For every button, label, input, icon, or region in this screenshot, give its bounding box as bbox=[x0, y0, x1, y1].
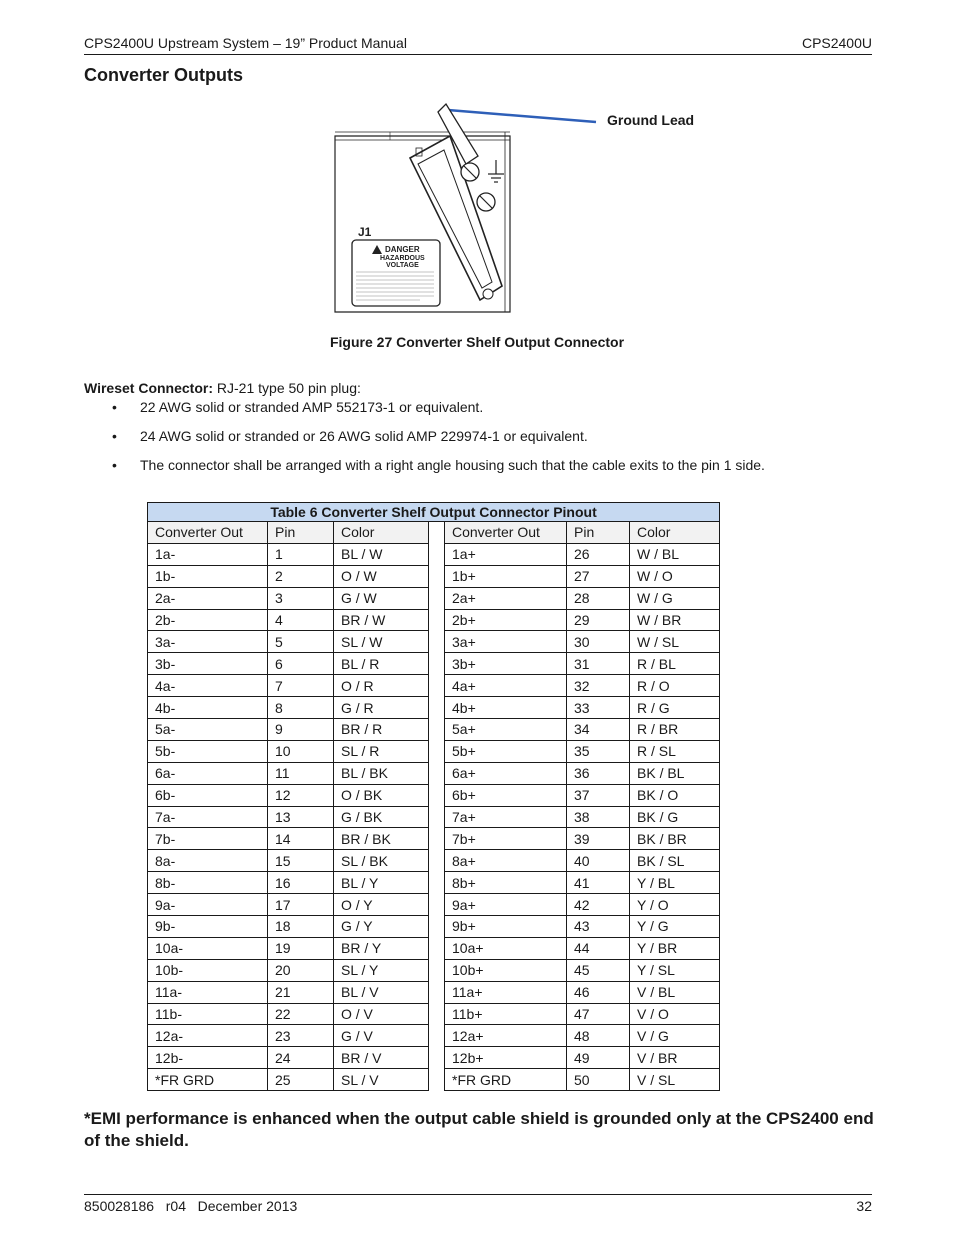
header-rule bbox=[84, 54, 872, 55]
cell-color: BK / SL bbox=[630, 850, 720, 872]
cell-color: Y / G bbox=[630, 916, 720, 938]
bullet-icon: • bbox=[112, 399, 117, 415]
table-row bbox=[148, 828, 720, 850]
cell-color: W / G bbox=[630, 587, 720, 609]
table-gap bbox=[429, 740, 445, 762]
table-row bbox=[148, 653, 720, 675]
cell-color: W / SL bbox=[630, 631, 720, 653]
wireset-connector-line bbox=[84, 380, 361, 396]
cell-pin: 44 bbox=[567, 937, 630, 959]
cell-color: BL / BK bbox=[334, 762, 429, 784]
column-header: Color bbox=[334, 522, 429, 544]
table-row bbox=[148, 675, 720, 697]
table-gap bbox=[429, 719, 445, 741]
earth-ground-icon bbox=[488, 160, 504, 182]
cell-color: BL / W bbox=[334, 543, 429, 565]
table-gap bbox=[429, 762, 445, 784]
cell-converter-out: *FR GRD bbox=[148, 1069, 268, 1091]
wireset-label: Wireset Connector: bbox=[84, 380, 214, 396]
table-gap bbox=[429, 850, 445, 872]
cell-pin: 32 bbox=[567, 675, 630, 697]
cell-converter-out: 3a- bbox=[148, 631, 268, 653]
cell-pin: 42 bbox=[567, 894, 630, 916]
cell-pin: 14 bbox=[268, 828, 334, 850]
ground-lead-leader bbox=[448, 110, 596, 122]
bullet-text: The connector shall be arranged with a right angle housing such that the cable exits to the pin 1 side. bbox=[140, 457, 765, 473]
cell-pin: 4 bbox=[268, 609, 334, 631]
cell-converter-out: 5a- bbox=[148, 719, 268, 741]
table-row bbox=[148, 740, 720, 762]
cell-pin: 26 bbox=[567, 543, 630, 565]
cell-pin: 24 bbox=[268, 1047, 334, 1069]
cell-pin: 33 bbox=[567, 697, 630, 719]
cell-color: BR / V bbox=[334, 1047, 429, 1069]
cell-pin: 27 bbox=[567, 565, 630, 587]
cell-pin: 40 bbox=[567, 850, 630, 872]
table-row bbox=[148, 587, 720, 609]
table-gap bbox=[429, 522, 445, 544]
cell-converter-out: 1a- bbox=[148, 543, 268, 565]
cell-pin: 36 bbox=[567, 762, 630, 784]
cell-converter-out: 9a+ bbox=[445, 894, 567, 916]
cell-pin: 2 bbox=[268, 565, 334, 587]
cell-converter-out: 7b+ bbox=[445, 828, 567, 850]
cell-converter-out: 5a+ bbox=[445, 719, 567, 741]
cell-color: V / BR bbox=[630, 1047, 720, 1069]
table-row bbox=[148, 1025, 720, 1047]
cell-converter-out: 2a- bbox=[148, 587, 268, 609]
cell-converter-out: 6b- bbox=[148, 784, 268, 806]
cell-color: R / BL bbox=[630, 653, 720, 675]
table-gap bbox=[429, 937, 445, 959]
cell-color: G / BK bbox=[334, 806, 429, 828]
hazard-text: HAZARDOUS bbox=[380, 255, 425, 262]
table-gap bbox=[429, 981, 445, 1003]
cell-color: BR / Y bbox=[334, 937, 429, 959]
cell-color: O / BK bbox=[334, 784, 429, 806]
cell-pin: 20 bbox=[268, 959, 334, 981]
cell-converter-out: 4b+ bbox=[445, 697, 567, 719]
cell-converter-out: 1b- bbox=[148, 565, 268, 587]
table-gap bbox=[429, 1025, 445, 1047]
page-footer bbox=[84, 1198, 872, 1214]
table-gap bbox=[429, 959, 445, 981]
cell-pin: 5 bbox=[268, 631, 334, 653]
table-row bbox=[148, 1069, 720, 1091]
column-header: Color bbox=[630, 522, 720, 544]
table-row bbox=[148, 937, 720, 959]
cell-pin: 50 bbox=[567, 1069, 630, 1091]
cell-converter-out: 7a- bbox=[148, 806, 268, 828]
table-row bbox=[148, 894, 720, 916]
column-header: Pin bbox=[567, 522, 630, 544]
cell-color: V / G bbox=[630, 1025, 720, 1047]
cell-pin: 47 bbox=[567, 1003, 630, 1025]
cell-color: G / Y bbox=[334, 916, 429, 938]
cell-converter-out: 12a+ bbox=[445, 1025, 567, 1047]
cell-converter-out: 10a- bbox=[148, 937, 268, 959]
danger-label bbox=[352, 240, 440, 306]
cell-color: SL / R bbox=[334, 740, 429, 762]
bullet-icon: • bbox=[112, 428, 117, 444]
cell-color: BL / Y bbox=[334, 872, 429, 894]
cell-pin: 30 bbox=[567, 631, 630, 653]
cell-pin: 48 bbox=[567, 1025, 630, 1047]
table-row bbox=[148, 609, 720, 631]
cell-pin: 31 bbox=[567, 653, 630, 675]
bullet-text: 24 AWG solid or stranded or 26 AWG solid AMP 229974-1 or equivalent. bbox=[140, 428, 588, 444]
table-gap bbox=[429, 894, 445, 916]
cell-color: BR / BK bbox=[334, 828, 429, 850]
cell-color: SL / V bbox=[334, 1069, 429, 1091]
table-gap bbox=[429, 631, 445, 653]
cell-color: BR / R bbox=[334, 719, 429, 741]
cell-color: O / Y bbox=[334, 894, 429, 916]
table-gap bbox=[429, 784, 445, 806]
cell-converter-out: 12b+ bbox=[445, 1047, 567, 1069]
cell-converter-out: 4a- bbox=[148, 675, 268, 697]
cell-converter-out: 11a+ bbox=[445, 981, 567, 1003]
cell-converter-out: 2b- bbox=[148, 609, 268, 631]
cell-color: Y / BL bbox=[630, 872, 720, 894]
cell-converter-out: 4b- bbox=[148, 697, 268, 719]
table-row bbox=[148, 916, 720, 938]
header-product: CPS2400U bbox=[801, 35, 872, 51]
table-gap bbox=[429, 565, 445, 587]
cell-converter-out: 11b+ bbox=[445, 1003, 567, 1025]
cell-color: SL / W bbox=[334, 631, 429, 653]
cell-converter-out: 8b+ bbox=[445, 872, 567, 894]
cell-converter-out: 6a- bbox=[148, 762, 268, 784]
cell-converter-out: 10a+ bbox=[445, 937, 567, 959]
cell-converter-out: 10b- bbox=[148, 959, 268, 981]
table-gap bbox=[429, 697, 445, 719]
pinout-table bbox=[147, 502, 720, 1091]
cell-converter-out: 8a+ bbox=[445, 850, 567, 872]
cell-pin: 11 bbox=[268, 762, 334, 784]
cell-color: W / BR bbox=[630, 609, 720, 631]
table-row bbox=[148, 565, 720, 587]
cell-pin: 12 bbox=[268, 784, 334, 806]
converter-shelf-drawing bbox=[330, 96, 600, 318]
cell-pin: 9 bbox=[268, 719, 334, 741]
cell-pin: 23 bbox=[268, 1025, 334, 1047]
ground-lead-label: Ground Lead bbox=[607, 112, 695, 128]
cell-pin: 28 bbox=[567, 587, 630, 609]
cell-pin: 46 bbox=[567, 981, 630, 1003]
cell-pin: 29 bbox=[567, 609, 630, 631]
table-row bbox=[148, 981, 720, 1003]
cell-color: W / BL bbox=[630, 543, 720, 565]
cell-pin: 6 bbox=[268, 653, 334, 675]
cell-converter-out: 11a- bbox=[148, 981, 268, 1003]
cell-converter-out: 5b- bbox=[148, 740, 268, 762]
cell-pin: 1 bbox=[268, 543, 334, 565]
cell-color: BR / W bbox=[334, 609, 429, 631]
cell-pin: 35 bbox=[567, 740, 630, 762]
cell-pin: 25 bbox=[268, 1069, 334, 1091]
cell-pin: 43 bbox=[567, 916, 630, 938]
cell-pin: 41 bbox=[567, 872, 630, 894]
cell-color: G / W bbox=[334, 587, 429, 609]
table-row bbox=[148, 719, 720, 741]
cell-converter-out: 9b- bbox=[148, 916, 268, 938]
table-gap bbox=[429, 543, 445, 565]
header-doc-title: CPS2400U Upstream System – 19” Product Manual bbox=[84, 35, 407, 51]
table-gap bbox=[429, 806, 445, 828]
cell-converter-out: 3a+ bbox=[445, 631, 567, 653]
cell-converter-out: 6a+ bbox=[445, 762, 567, 784]
table-row bbox=[148, 806, 720, 828]
page-number: 32 bbox=[856, 1198, 872, 1214]
danger-text: DANGER bbox=[385, 245, 420, 254]
cell-color: V / SL bbox=[630, 1069, 720, 1091]
cell-color: R / BR bbox=[630, 719, 720, 741]
table-row bbox=[148, 850, 720, 872]
cell-color: BL / V bbox=[334, 981, 429, 1003]
cell-pin: 17 bbox=[268, 894, 334, 916]
table-row bbox=[148, 631, 720, 653]
cell-color: R / G bbox=[630, 697, 720, 719]
table-gap bbox=[429, 653, 445, 675]
table-header-row bbox=[148, 522, 720, 544]
cell-color: Y / SL bbox=[630, 959, 720, 981]
cell-converter-out: 9a- bbox=[148, 894, 268, 916]
cell-pin: 19 bbox=[268, 937, 334, 959]
table-row bbox=[148, 784, 720, 806]
cell-color: R / O bbox=[630, 675, 720, 697]
cell-converter-out: 10b+ bbox=[445, 959, 567, 981]
cell-pin: 7 bbox=[268, 675, 334, 697]
cell-converter-out: 12b- bbox=[148, 1047, 268, 1069]
cell-converter-out: *FR GRD bbox=[445, 1069, 567, 1091]
cell-pin: 16 bbox=[268, 872, 334, 894]
cell-color: BL / R bbox=[334, 653, 429, 675]
cell-converter-out: 7b- bbox=[148, 828, 268, 850]
j1-label: J1 bbox=[358, 225, 372, 239]
cell-converter-out: 11b- bbox=[148, 1003, 268, 1025]
bullet-text: 22 AWG solid or stranded AMP 552173-1 or equivalent. bbox=[140, 399, 484, 415]
table-row bbox=[148, 872, 720, 894]
cell-converter-out: 1a+ bbox=[445, 543, 567, 565]
cell-pin: 45 bbox=[567, 959, 630, 981]
table-row bbox=[148, 543, 720, 565]
cell-color: V / O bbox=[630, 1003, 720, 1025]
cell-color: O / R bbox=[334, 675, 429, 697]
table-row bbox=[148, 959, 720, 981]
cell-color: BK / BL bbox=[630, 762, 720, 784]
table-gap bbox=[429, 1003, 445, 1025]
cell-color: Y / BR bbox=[630, 937, 720, 959]
table-gap bbox=[429, 609, 445, 631]
table-gap bbox=[429, 828, 445, 850]
footer-rule bbox=[84, 1194, 872, 1195]
table-gap bbox=[429, 675, 445, 697]
cell-converter-out: 4a+ bbox=[445, 675, 567, 697]
cell-pin: 8 bbox=[268, 697, 334, 719]
cell-converter-out: 7a+ bbox=[445, 806, 567, 828]
table-gap bbox=[429, 872, 445, 894]
cell-color: W / O bbox=[630, 565, 720, 587]
cell-color: BK / O bbox=[630, 784, 720, 806]
column-header: Converter Out bbox=[445, 522, 567, 544]
cell-pin: 21 bbox=[268, 981, 334, 1003]
cell-pin: 38 bbox=[567, 806, 630, 828]
table-row bbox=[148, 1003, 720, 1025]
cell-pin: 3 bbox=[268, 587, 334, 609]
cell-converter-out: 1b+ bbox=[445, 565, 567, 587]
cell-converter-out: 3b- bbox=[148, 653, 268, 675]
table-gap bbox=[429, 1047, 445, 1069]
cell-converter-out: 8a- bbox=[148, 850, 268, 872]
table-gap bbox=[429, 1069, 445, 1091]
cell-pin: 10 bbox=[268, 740, 334, 762]
cell-color: BK / G bbox=[630, 806, 720, 828]
cell-pin: 39 bbox=[567, 828, 630, 850]
table-row bbox=[148, 697, 720, 719]
cell-color: SL / Y bbox=[334, 959, 429, 981]
cell-color: R / SL bbox=[630, 740, 720, 762]
voltage-text: VOLTAGE bbox=[386, 262, 419, 269]
table-gap bbox=[429, 916, 445, 938]
cell-pin: 34 bbox=[567, 719, 630, 741]
table-gap bbox=[429, 587, 445, 609]
cell-converter-out: 2b+ bbox=[445, 609, 567, 631]
cell-color: SL / BK bbox=[334, 850, 429, 872]
cell-color: V / BL bbox=[630, 981, 720, 1003]
footer-doc-info: 850028186 r04 December 2013 bbox=[84, 1198, 298, 1214]
cell-pin: 18 bbox=[268, 916, 334, 938]
cell-color: BK / BR bbox=[630, 828, 720, 850]
cell-pin: 22 bbox=[268, 1003, 334, 1025]
cell-pin: 13 bbox=[268, 806, 334, 828]
connector-figure bbox=[330, 96, 600, 323]
cell-converter-out: 8b- bbox=[148, 872, 268, 894]
emi-note: *EMI performance is enhanced when the output cable shield is grounded only at the CPS2400 end of the shield. bbox=[84, 1109, 874, 1150]
cell-color: G / V bbox=[334, 1025, 429, 1047]
page-header bbox=[84, 35, 872, 54]
figure-caption: Figure 27 Converter Shelf Output Connector bbox=[329, 334, 625, 350]
cell-color: G / R bbox=[334, 697, 429, 719]
cell-converter-out: 5b+ bbox=[445, 740, 567, 762]
bullet-icon: • bbox=[112, 457, 117, 473]
cell-color: Y / O bbox=[630, 894, 720, 916]
table-row bbox=[148, 1047, 720, 1069]
cell-color: O / V bbox=[334, 1003, 429, 1025]
cell-pin: 37 bbox=[567, 784, 630, 806]
table-row bbox=[148, 762, 720, 784]
cell-converter-out: 9b+ bbox=[445, 916, 567, 938]
cell-pin: 15 bbox=[268, 850, 334, 872]
table-caption: Table 6 Converter Shelf Output Connector Pinout bbox=[148, 503, 720, 522]
cell-converter-out: 3b+ bbox=[445, 653, 567, 675]
section-title: Converter Outputs bbox=[84, 65, 244, 85]
cell-converter-out: 2a+ bbox=[445, 587, 567, 609]
column-header: Converter Out bbox=[148, 522, 268, 544]
cell-converter-out: 6b+ bbox=[445, 784, 567, 806]
cell-color: O / W bbox=[334, 565, 429, 587]
column-header: Pin bbox=[268, 522, 334, 544]
wireset-text: RJ-21 type 50 pin plug: bbox=[213, 380, 361, 396]
cell-converter-out: 12a- bbox=[148, 1025, 268, 1047]
cell-pin: 49 bbox=[567, 1047, 630, 1069]
